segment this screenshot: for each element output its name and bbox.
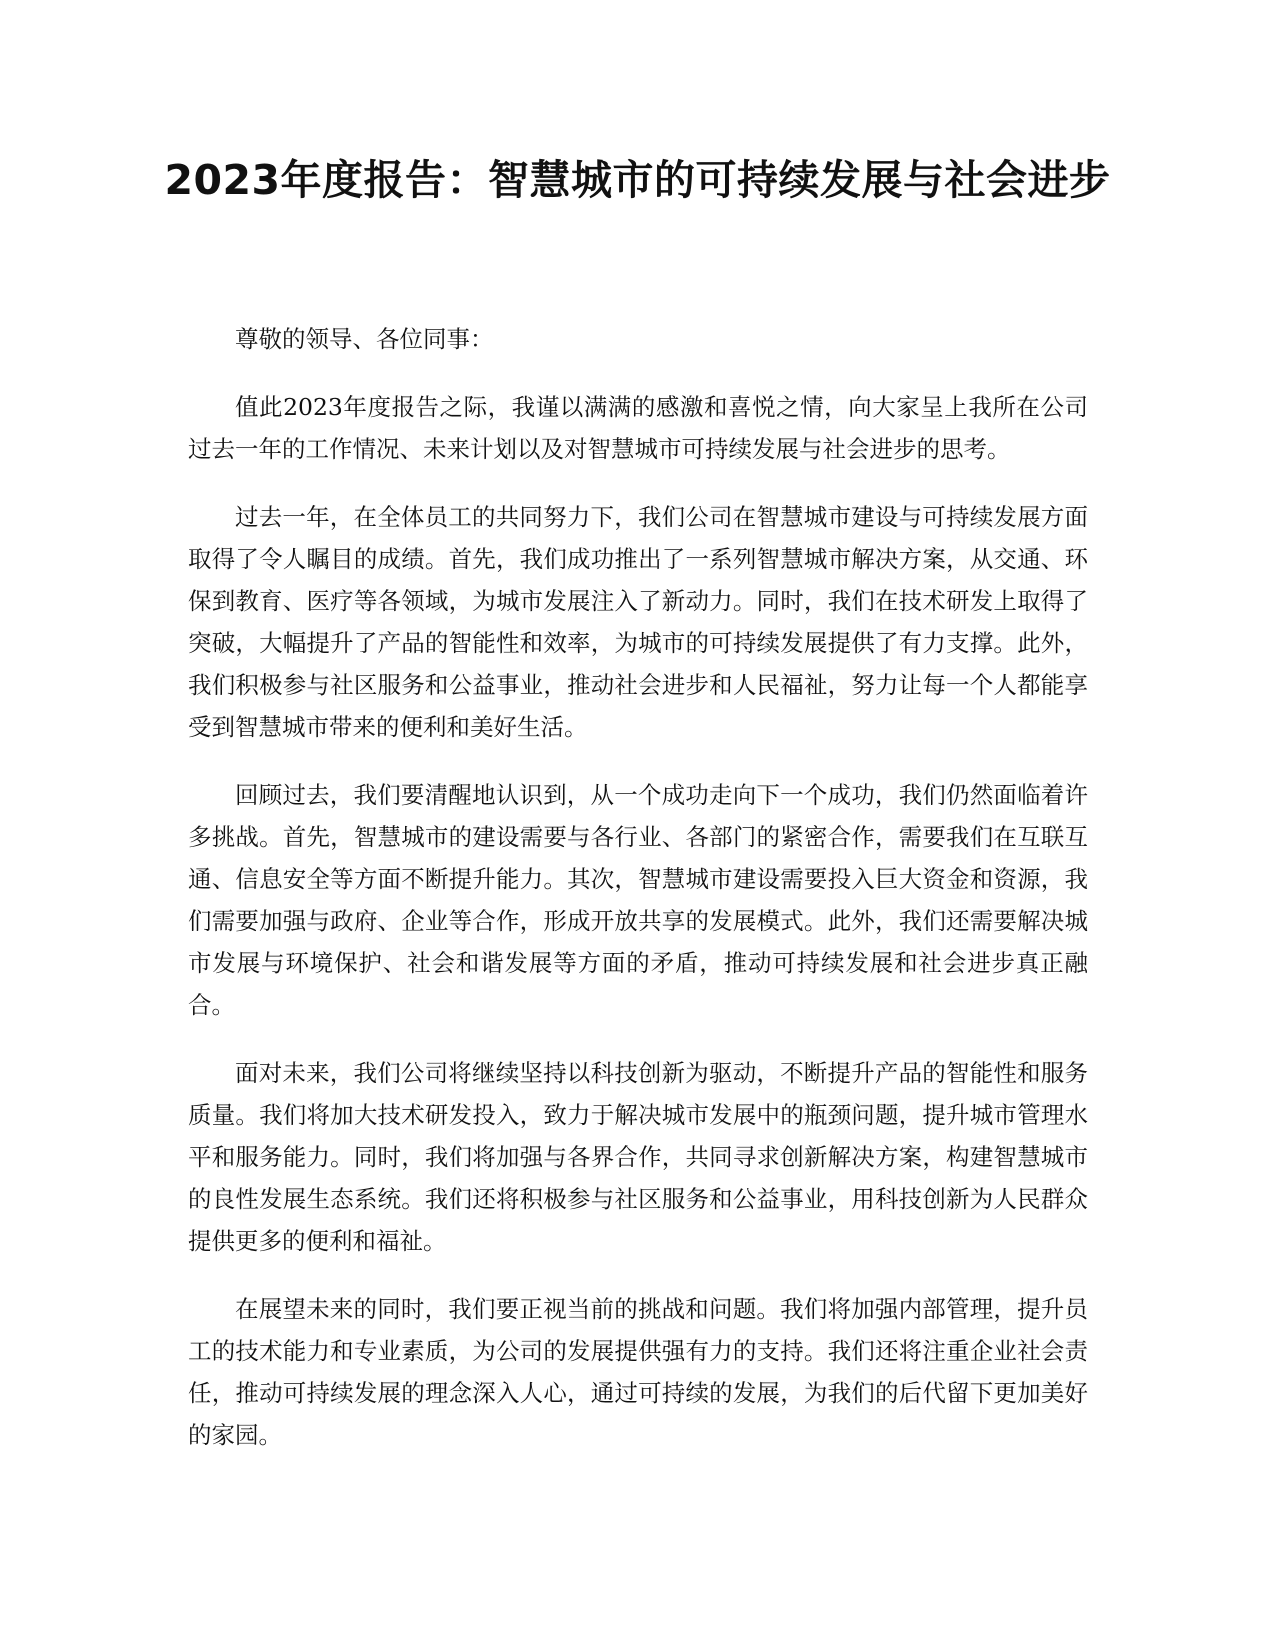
body-paragraph: 过去一年，在全体员工的共同努力下，我们公司在智慧城市建设与可持续发展方面取得了令人瞩目的成绩。首先，我们成功推出了一系列智慧城市解决方案，从交通、环保到教育、医疗等各领域，为城市发展注入了新动力。同时，我们在技术研发上取得了突破，大幅提升了产品的智能性和效率，为城市的可持续发展提供了有力支撑。此外，我们积极参与社区服务和公益事业，推动社会进步和人民福祉，努力让每一个人都能享受到智慧城市带来的便利和美好生活。: [188, 503, 1088, 741]
document-body: [188, 318, 1088, 1482]
body-paragraph: 回顾过去，我们要清醒地认识到，从一个成功走向下一个成功，我们仍然面临着许多挑战。首先，智慧城市的建设需要与各行业、各部门的紧密合作，需要我们在互联互通、信息安全等方面不断提升能力。其次，智慧城市建设需要投入巨大资金和资源，我们需要加强与政府、企业等合作，形成开放共享的发展模式。此外，我们还需要解决城市发展与环境保护、社会和谐发展等方面的矛盾，推动可持续发展和社会进步真正融合。: [188, 781, 1088, 1019]
body-paragraph: 在展望未来的同时，我们要正视当前的挑战和问题。我们将加强内部管理，提升员工的技术能力和专业素质，为公司的发展提供强有力的支持。我们还将注重企业社会责任，推动可持续发展的理念深入人心，通过可持续的发展，为我们的后代留下更加美好的家园。: [188, 1295, 1088, 1449]
body-paragraph: 面对未来，我们公司将继续坚持以科技创新为驱动，不断提升产品的智能性和服务质量。我们将加大技术研发投入，致力于解决城市发展中的瓶颈问题，提升城市管理水平和服务能力。同时，我们将加强与各界合作，共同寻求创新解决方案，构建智慧城市的良性发展生态系统。我们还将积极参与社区服务和公益事业，用科技创新为人民群众提供更多的便利和福祉。: [188, 1059, 1088, 1255]
salutation-paragraph: 尊敬的领导、各位同事：: [235, 325, 494, 353]
document-title: 2023年度报告：智慧城市的可持续发展与社会进步: [164, 156, 1111, 204]
body-paragraph: 值此2023年度报告之际，我谨以满满的感激和喜悦之情，向大家呈上我所在公司过去一年的工作情况、未来计划以及对智慧城市可持续发展与社会进步的思考。: [188, 393, 1088, 463]
